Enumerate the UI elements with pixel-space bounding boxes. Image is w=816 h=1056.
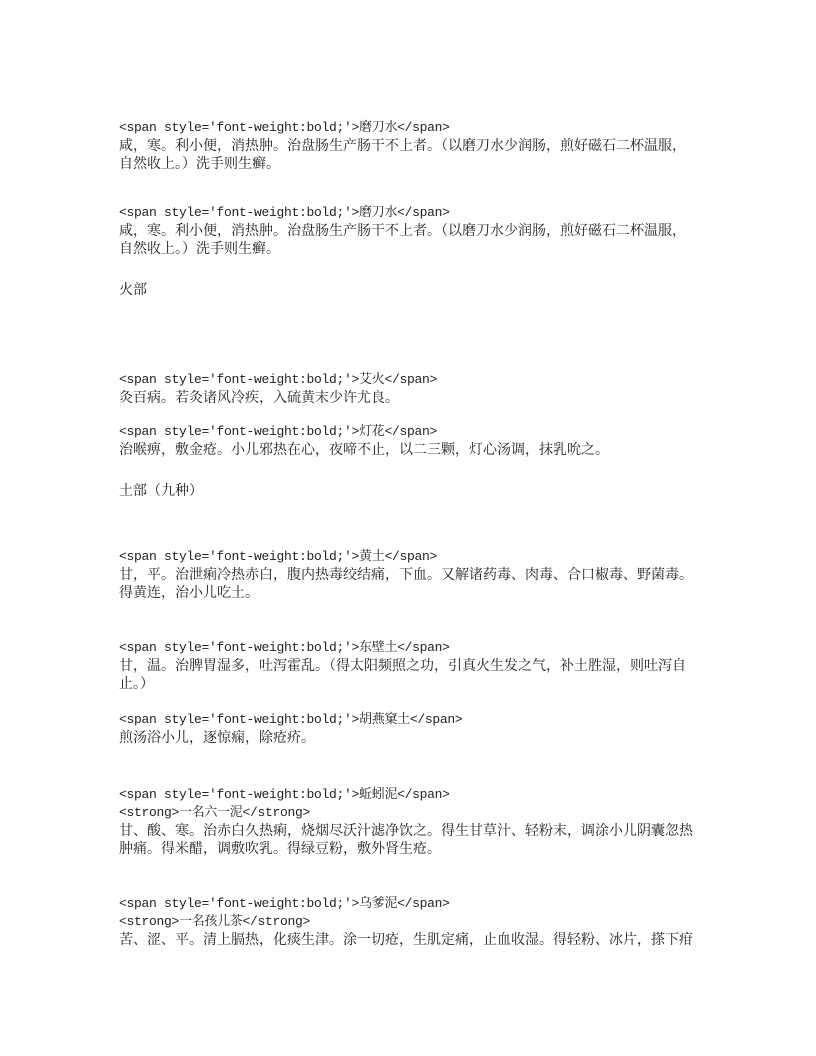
entry-tag: <span style='font-weight:bold;'>东壁土</span> bbox=[119, 640, 450, 655]
entry-text: 苦、涩、平。清上膈热，化痰生津。涂一切疮，生肌定痛，止血收湿。得轻粉、冰片，搽下疳 bbox=[119, 932, 693, 948]
entry-tag: <span style='font-weight:bold;'>灯花</span> bbox=[119, 424, 437, 439]
section-heading: 土部（九种） bbox=[119, 483, 203, 499]
entry-tag: <span style='font-weight:bold;'>磨刀水</span> bbox=[119, 120, 450, 135]
entry-tag: <span style='font-weight:bold;'>乌爹泥</span> bbox=[119, 896, 450, 911]
entry-qiuyinni bbox=[119, 786, 699, 858]
entry-text: 咸，寒。利小便，消热肿。治盘肠生产肠干不上者。（以磨刀水少润肠，煎好磁石二杯温服，自然收上。）洗手则生癣。 bbox=[119, 223, 686, 257]
entry-text: 煎汤浴小儿，逐惊痫，除疮疥。 bbox=[119, 730, 315, 746]
entry-tag: <span style='font-weight:bold;'>磨刀水</span> bbox=[119, 205, 450, 220]
entry-tag: <span style='font-weight:bold;'>蚯蚓泥</span> bbox=[119, 787, 450, 802]
entry-text: 甘、酸、寒。治赤白久热痢，烧烟尽沃汁滤净饮之。得生甘草汁、轻粉末，调涂小儿阴囊忽热肿痛。得米醋，调敷吹乳。得绿豆粉，敷外肾生疮。 bbox=[119, 823, 693, 857]
entry-text: 灸百病。若灸诸风冷疾，入硫黄末少许尤良。 bbox=[119, 390, 399, 406]
entry-huyankewotu bbox=[119, 711, 699, 747]
entry-tag: <span style='font-weight:bold;'>黄土</span> bbox=[119, 549, 437, 564]
entry-alias: <strong>一名六一泥</strong> bbox=[119, 805, 311, 820]
entry-tag: <span style='font-weight:bold;'>艾火</span> bbox=[119, 372, 437, 387]
entry-modaoshui-1 bbox=[119, 119, 699, 173]
entry-modaoshui-2 bbox=[119, 204, 699, 258]
section-heading-earth bbox=[119, 482, 699, 500]
entry-huangtu bbox=[119, 548, 699, 602]
entry-aihuo bbox=[119, 371, 699, 407]
entry-wudieni bbox=[119, 895, 699, 949]
entry-text: 甘，平。治泄痢冷热赤白，腹内热毒绞结痛，下血。又解诸药毒、肉毒、合口椒毒、野菌毒。得黄连，治小儿吃土。 bbox=[119, 567, 693, 601]
section-heading-fire bbox=[119, 281, 699, 299]
section-heading: 火部 bbox=[119, 282, 147, 298]
entry-text: 咸，寒。利小便，消热肿。治盘肠生产肠干不上者。（以磨刀水少润肠，煎好磁石二杯温服，自然收上。）洗手则生癣。 bbox=[119, 138, 686, 172]
entry-alias: <strong>一名孩儿茶</strong> bbox=[119, 914, 311, 929]
entry-denghua bbox=[119, 423, 699, 459]
entry-text: 治喉痹，敷金疮。小儿邪热在心，夜啼不止，以二三颗，灯心汤调，抹乳吮之。 bbox=[119, 442, 609, 458]
entry-text: 甘，温。治脾胃湿多，吐泻霍乱。（得太阳频照之功，引真火生发之气，补土胜湿，则吐泻自止。） bbox=[119, 658, 686, 692]
entry-tag: <span style='font-weight:bold;'>胡燕窠土</span> bbox=[119, 712, 463, 727]
entry-dongbitu bbox=[119, 639, 699, 693]
